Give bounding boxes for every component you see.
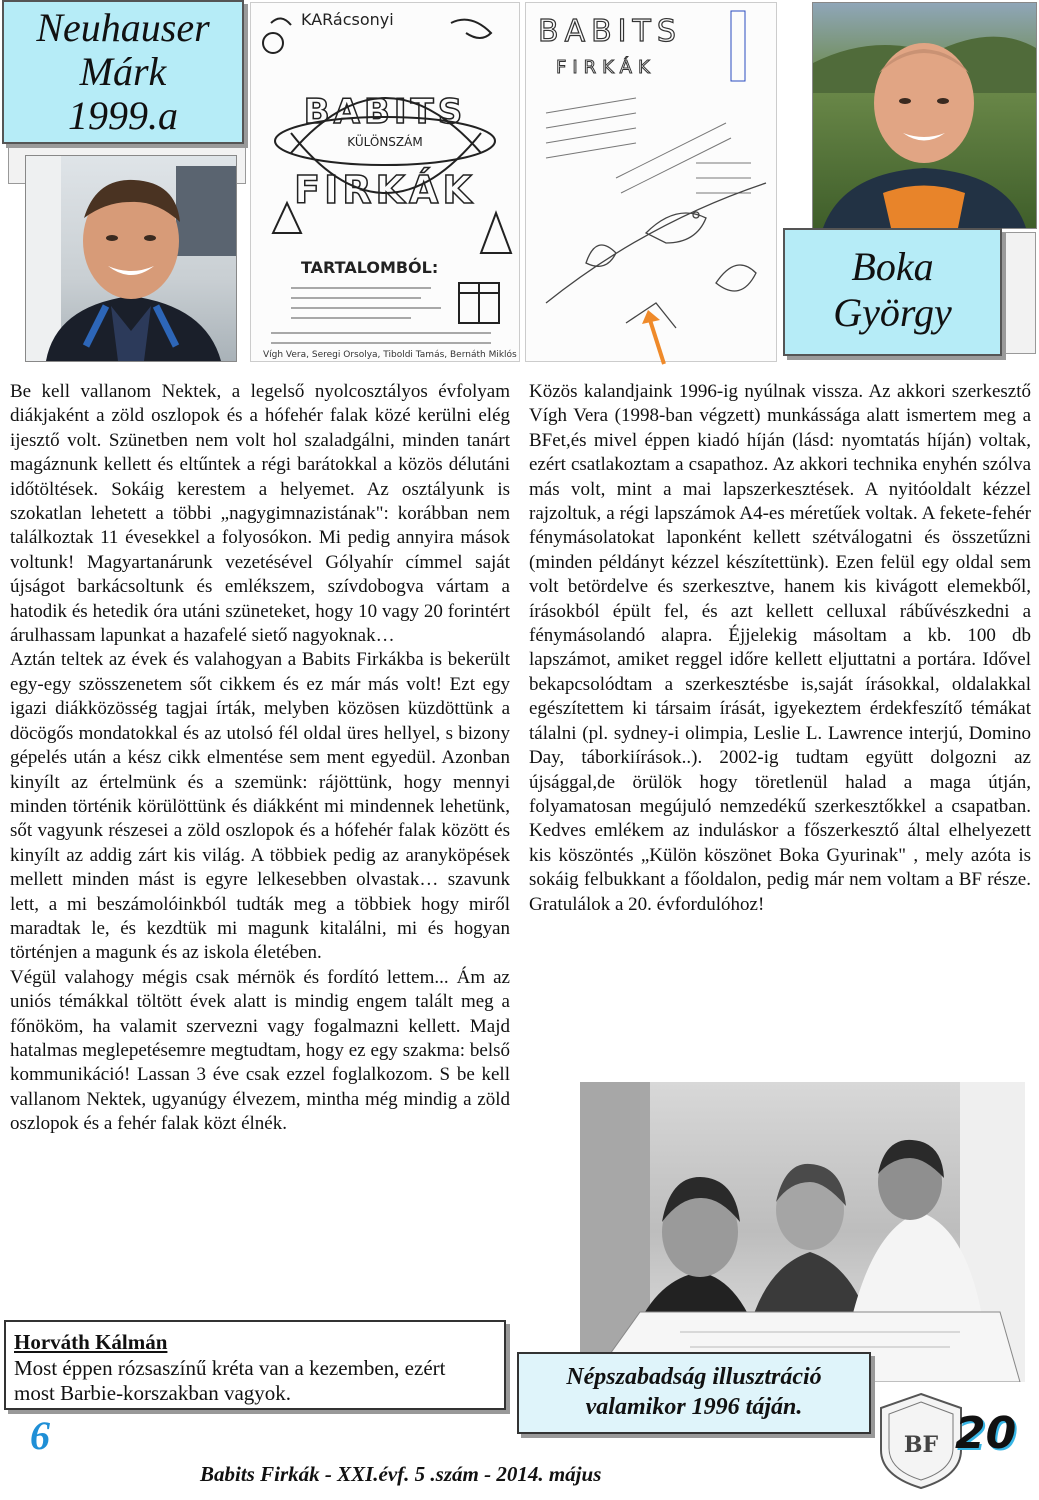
svg-text:BABITS: BABITS — [303, 92, 467, 132]
arrow-icon — [636, 308, 676, 368]
paragraph: Közös kalandjaink 1996-ig nyúlnak vissza. Az akkori szerkesztő Vígh Vera (1998-ban végzett) munkássága alatt ismertem meg a BFet,és mivel éppen kiadó híján (lásd: nyomtatás híján) voltak, ezért csatlakoztam a csapathoz. Az akkori technika enyhén szólva más volt, mint a mai lapszerkesztések. A nyitóoldalt kézzel rajzoltuk, a régi lapszámok A4-es méretűek voltak. A fekete-fehér fénymásolatokat laponként kellett szétválogatni és összetűzni (minden példányt kézzel készítettünk). Ezen felül egy oldal sem volt betördelve és szerkesztve, hanem kis kivágott elemekből, írásokból épült fel, és azt kellett celluxal rábűvészkedni a fénymásolandó alapra. Éjjelekig másoltam a kb. 100 db lapszámot, amiket reggel időre kellett eljuttatni a portára. Idővel bekapcsolódtam a szerkesztésbe is,saját írásokkal, oldalakkal egészítettem ki társaim írását, igyekeztem érdekfeszítő témákat tálalni (pl. sydney-i olimpia, Leslie L. Lawrence interjú, Domino Day, táborkiírások..). 2002-ig tudtam együtt dolgozni az újsággal,de örülök hogy töretlenül halad a maga útján, folyamatosan megújuló nemzedékű szerkesztőkkel a csapatban. Kedves emlékem az induláskor a főszerkesztő által elhelyezett kis köszöntés „Külön köszönet Boka Gyurinak" , mely azóta is sokáig felbukkant a főoldalon, pedig már nem voltam a BF része. Gratulálok a 20. évfordulóhoz! — [529, 381, 1031, 915]
name-card-neuhauser — [2, 0, 244, 144]
quote-box-horvath — [4, 1320, 506, 1410]
paragraph: Be kell vallanom Nektek, a legelső nyolcosztályos évfolyam diákjaként a zöld oszlopok és a hófehér falak közé kerülni elég ijesztő volt. Szünetben nem volt hol szaladgálni, minden tanárt magáznunk kellett és eltűntek a régi barátokkal a közös délutáni időtöltések. Sokáig kerestem a helyemet. Az osztályunk is szokatlan lehetett a többi „nagygimnazistának": korábban nem találkoztak 11 évesekkel a folyosókon. Mi pedig annyira mások voltunk! Magyartanárunk vezetésével Gólyahír címmel saját újságot barkácsoltunk és emlékszem, szívdobogva vártam a hatodik és hetedik óra utáni szüneteket, hogy 10 vagy 20 forintért árulhassam lapunkat a hazafelé siető nagyoknak… — [10, 381, 510, 647]
article-right-column — [529, 380, 1031, 917]
page-number: 6 — [30, 1413, 50, 1458]
caption-line-1: Népszabadság illusztráció — [566, 1364, 822, 1390]
school-logo-icon — [875, 1390, 967, 1490]
scan1-credits: Vígh Vera, Seregi Orsolya, Tiboldi Tamás, Bernáth Miklós — [263, 350, 517, 360]
scan1-contents-label: TARTALOMBÓL: — [301, 258, 439, 277]
logo-text: BF — [903, 1432, 939, 1458]
name-line-2: Márk — [79, 49, 167, 94]
scan-christmas-cover — [250, 2, 520, 362]
quote-author: Horváth Kálmán — [14, 1330, 168, 1354]
paragraph: Végül valahogy mégis csak mérnök és fordító lettem... Ám az uniós témákkal töltött évek alatt is mindig engem talált meg a főnököm, ha valamit szervezni vagy fogalmazni kellett. Majd hatalmas meglepetésemre megtudtam, hogy ez egy szakma: belső kommunikáció! Lassan 3 éve csak ezzel foglalkozom. S be kell vallanom Nektek, ugyanúgy élvezem, mintha még mindig a zöld oszlopok és a fehér falak közt élnék. — [10, 966, 510, 1135]
footer-text: Babits Firkák - XXI.évf. 5 .szám - 2014. május — [200, 1462, 602, 1486]
name-line-3: 1999.a — [68, 93, 178, 138]
scan2-subtitle: FIRKÁK — [556, 57, 656, 78]
quote-text: Most éppen rózsaszínű kréta van a kezemben, ezért most Barbie-korszakban vagyok. — [14, 1356, 446, 1405]
name-card-boka — [783, 228, 1002, 356]
anniversary-badge: 20 — [955, 1408, 1017, 1459]
scan1-title-top: KARácsonyi — [301, 10, 394, 29]
photo-illustration-students — [580, 1082, 1025, 1382]
scan2-title: BABITS — [538, 14, 682, 49]
name-line-2: György — [833, 290, 952, 335]
scan1-special: KÜLÖNSZÁM — [347, 135, 423, 149]
photo-neuhauser — [25, 155, 237, 362]
svg-text:FIRKÁK: FIRKÁK — [294, 168, 476, 212]
caption-line-2: valamikor 1996 táján. — [585, 1394, 803, 1420]
name-line-1: Neuhauser — [36, 5, 210, 50]
paragraph: Aztán teltek az évek és valahogyan a Babits Firkákba is bekerült egy-egy szösszenetem sőt cikkem és ez már más volt! Ezt egy igazi diákközösség tagjai írták, melyben közösen küzdöttünk a döcögős mondatokkal és az utolsó fél oldal üres hellyel, s bizony gépelés után a kész cikk elmentése sem ment egyedül. Azonban kinyílt az értelmünk és a szemünk: rájöttünk, hogy mennyi minden történik körülöttünk és diákként mi mindennek lehetünk, sőt vagyunk részesei a zöld oszlopok és a hófehér falak között és kinyílt az addig zárt kis világ. A többiek pedig az aranyköpések mellett minden mást is egyre lelkesebben olvastak… szavunk lett, a mi beszámolóinkból tudták meg a többiek hogy miről maradtak le, és kezdtük mi magunk kitalálni, mi és hogyan történjen a magunk és az iskola életében. — [10, 649, 510, 964]
name-line-1: Boka — [851, 244, 934, 289]
caption-box-illustration — [517, 1352, 871, 1434]
photo-boka — [812, 2, 1037, 229]
article-left-column — [10, 380, 510, 1137]
